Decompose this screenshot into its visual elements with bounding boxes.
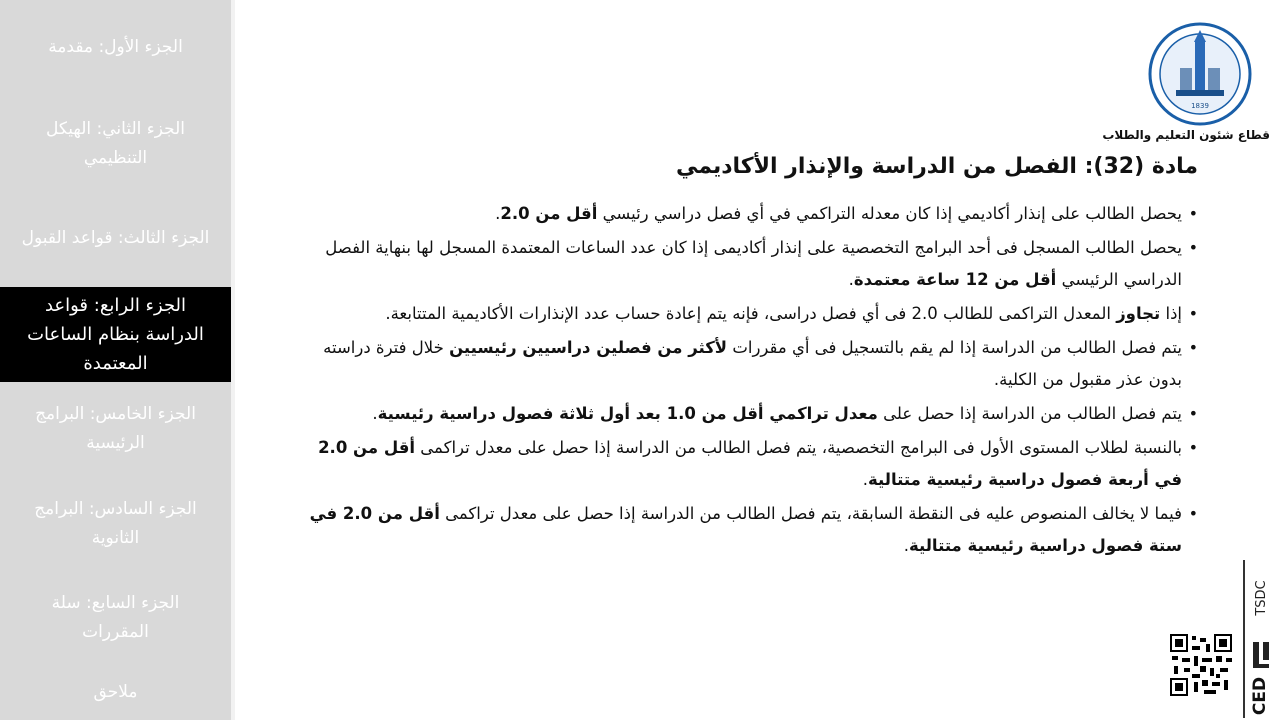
list-item: • فيما لا يخالف المنصوص عليه فى النقطة السابقة، يتم فصل الطالب من الدراسة إذا حصل على معدل تراكمى أقل من 2.0 في ستة فصول دراسية رئيسية متتالية. <box>308 498 1198 562</box>
sector-label: قطاع شئون التعليم والطلاب <box>1102 128 1270 142</box>
brand-text: TSDC <box>1254 580 1269 616</box>
list-item: • إذا تجاوز المعدل التراكمى للطالب 2.0 فى أي فصل دراسى، فإنه يتم إعادة حساب عدد الإنذارات الأكاديمية المتتابعة. <box>308 298 1198 330</box>
sidebar-item-appendices[interactable]: ملاحق <box>93 681 138 702</box>
sidebar-item-main-programs[interactable]: الجزء الخامس: البرامج الرئيسية <box>35 404 196 453</box>
logo-year: 1839 <box>1191 102 1209 110</box>
list-item: • يحصل الطالب على إنذار أكاديمي إذا كان معدله التراكمي في أي فصل دراسي رئيسي أقل من 2.0. <box>308 198 1198 230</box>
faculty-seal-icon <box>1148 22 1252 126</box>
list-item: • بالنسبة لطلاب المستوى الأول فى البرامج التخصصية، يتم فصل الطالب من الدراسة إذا حصل على معدل تراكمى أقل من 2.0 في أربعة فصول دراسية رئيسية متتالية. <box>308 432 1198 496</box>
sidebar-item-course-basket[interactable]: الجزء السابع: سلة المقررات <box>51 593 180 642</box>
qr-code-icon <box>1168 632 1234 698</box>
tsdc-brand-logo <box>1241 560 1277 718</box>
sidebar-item-admission-rules[interactable]: الجزء الثالث: قواعد القبول <box>21 227 210 248</box>
article-title: مادة (32): الفصل من الدراسة والإنذار الأكاديمي <box>675 154 1198 179</box>
article-bullets <box>308 198 1198 564</box>
sidebar-item-introduction[interactable]: الجزء الأول: مقدمة <box>48 36 183 57</box>
sidebar-item-secondary-programs[interactable]: الجزء السادس: البرامج الثانوية <box>34 499 197 548</box>
brand-logo-text: CED <box>1250 676 1270 716</box>
list-item: • يتم فصل الطالب من الدراسة إذا لم يقم بالتسجيل فى أي مقررات لأكثر من فصلين دراسيين رئيسيين خلال فترة دراسته بدون عذر مقبول من الكلية. <box>308 332 1198 396</box>
sidebar-divider <box>231 0 235 720</box>
list-item: • يتم فصل الطالب من الدراسة إذا حصل على معدل تراكمي أقل من 1.0 بعد أول ثلاثة فصول دراسية رئيسية. <box>308 398 1198 430</box>
sidebar-item-organizational-structure[interactable]: الجزء الثاني: الهيكل التنظيمي <box>45 119 186 168</box>
sidebar <box>0 0 231 720</box>
sidebar-item-credit-hours-rules[interactable]: الجزء الرابع: قواعد الدراسة بنظام الساعات المعتمدة <box>0 287 231 382</box>
list-item: • يحصل الطالب المسجل فى أحد البرامج التخصصية على إنذار أكاديمى إذا كان عدد الساعات المعتمدة المسجل لها بنهاية الفصل الدراسي الرئيسي أقل من 12 ساعة معتمدة. <box>308 232 1198 296</box>
